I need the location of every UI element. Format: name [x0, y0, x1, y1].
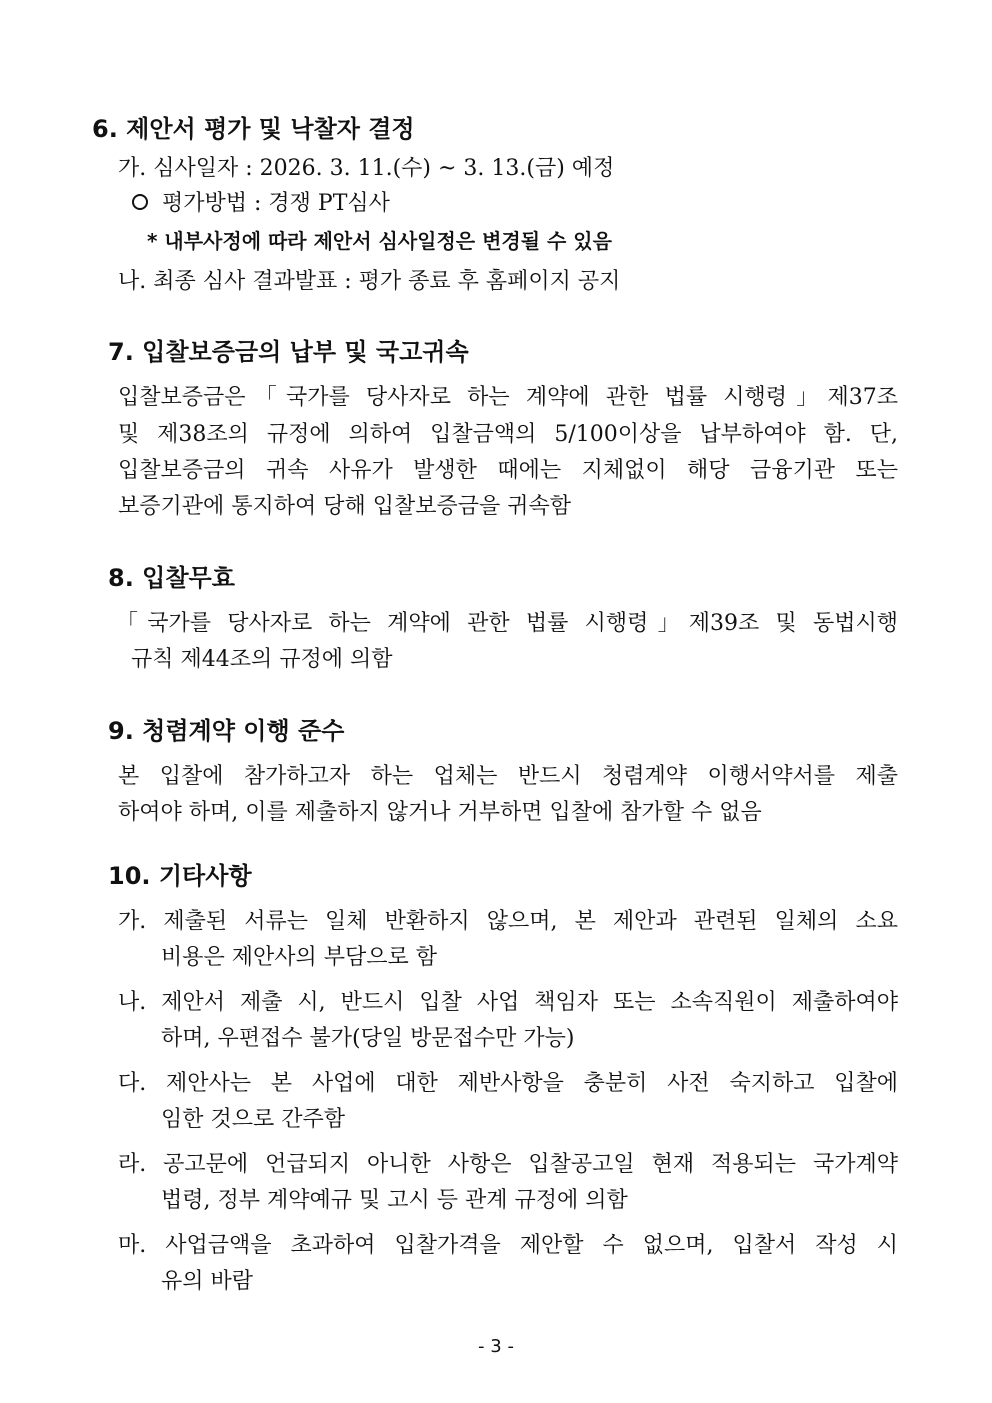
section-7-heading: 7. 입찰보증금의 납부 및 국고귀속	[108, 338, 469, 366]
section-10-item-e-line-1: 마. 사업금액을 초과하여 입찰가격을 제안할 수 없으며, 입찰서 작성 시	[118, 1233, 898, 1258]
section-10-item-b-line-2: 하며, 우편접수 불가(당일 방문접수만 가능)	[161, 1026, 575, 1051]
section-9-heading: 9. 청렴계약 이행 준수	[108, 717, 345, 745]
section-6-item-b: 나. 최종 심사 결과발표 : 평가 종료 후 홈페이지 공지	[118, 269, 621, 294]
section-10-item-b-line-1: 나. 제안서 제출 시, 반드시 입찰 사업 책임자 또는 소속직원이 제출하여야	[118, 990, 898, 1015]
section-10-item-a-line-1: 가. 제출된 서류는 일체 반환하지 않으며, 본 제안과 관련된 일체의 소요	[118, 909, 898, 934]
section-7-line-1: 입찰보증금은「국가를 당사자로 하는 계약에 관한 법률 시행령」제37조	[118, 385, 898, 410]
section-10-item-d-line-1: 라. 공고문에 언급되지 아니한 사항은 입찰공고일 현재 적용되는 국가계약	[118, 1152, 898, 1177]
section-9-line-1: 본 입찰에 참가하고자 하는 업체는 반드시 청렴계약 이행서약서를 제출	[118, 764, 898, 789]
section-6-note: * 내부사정에 따라 제안서 심사일정은 변경될 수 있음	[147, 229, 612, 253]
section-6-heading: 6. 제안서 평가 및 낙찰자 결정	[92, 115, 415, 143]
section-6-item-a: 가. 심사일자 : 2026. 3. 11.(수) ~ 3. 13.(금) 예정	[118, 156, 615, 181]
page-number: - 3 -	[478, 1336, 514, 1357]
section-10-heading: 10. 기타사항	[108, 862, 252, 890]
section-9-line-2: 하여야 하며, 이를 제출하지 않거나 거부하면 입찰에 참가할 수 없음	[118, 800, 762, 825]
section-10-item-c-line-2: 임한 것으로 간주함	[161, 1107, 346, 1132]
section-8-line-1: 「국가를 당사자로 하는 계약에 관한 법률 시행령」제39조 및 동법시행	[116, 611, 898, 636]
section-10-item-e-line-2: 유의 바람	[161, 1269, 254, 1294]
section-7-line-4: 보증기관에 통지하여 당해 입찰보증금을 귀속함	[118, 494, 572, 519]
section-10-item-c-line-1: 다. 제안사는 본 사업에 대한 제반사항을 충분히 사전 숙지하고 입찰에	[118, 1071, 898, 1096]
section-10-item-d-line-2: 법령, 정부 계약예규 및 고시 등 관계 규정에 의함	[161, 1188, 628, 1213]
section-6-method-text: 평가방법 : 경쟁 PT심사	[162, 191, 390, 216]
circle-bullet-icon	[132, 194, 148, 210]
section-8-line-2: 규칙 제44조의 규정에 의함	[131, 647, 393, 672]
section-8-heading: 8. 입찰무효	[108, 564, 235, 592]
section-7-line-2: 및 제38조의 규정에 의하여 입찰금액의 5/100이상을 납부하여야 함. 단,	[118, 422, 898, 447]
section-10-item-a-line-2: 비용은 제안사의 부담으로 함	[161, 945, 438, 970]
section-7-line-3: 입찰보증금의 귀속 사유가 발생한 때에는 지체없이 해당 금융기관 또는	[118, 458, 898, 483]
section-6-method	[132, 189, 390, 219]
